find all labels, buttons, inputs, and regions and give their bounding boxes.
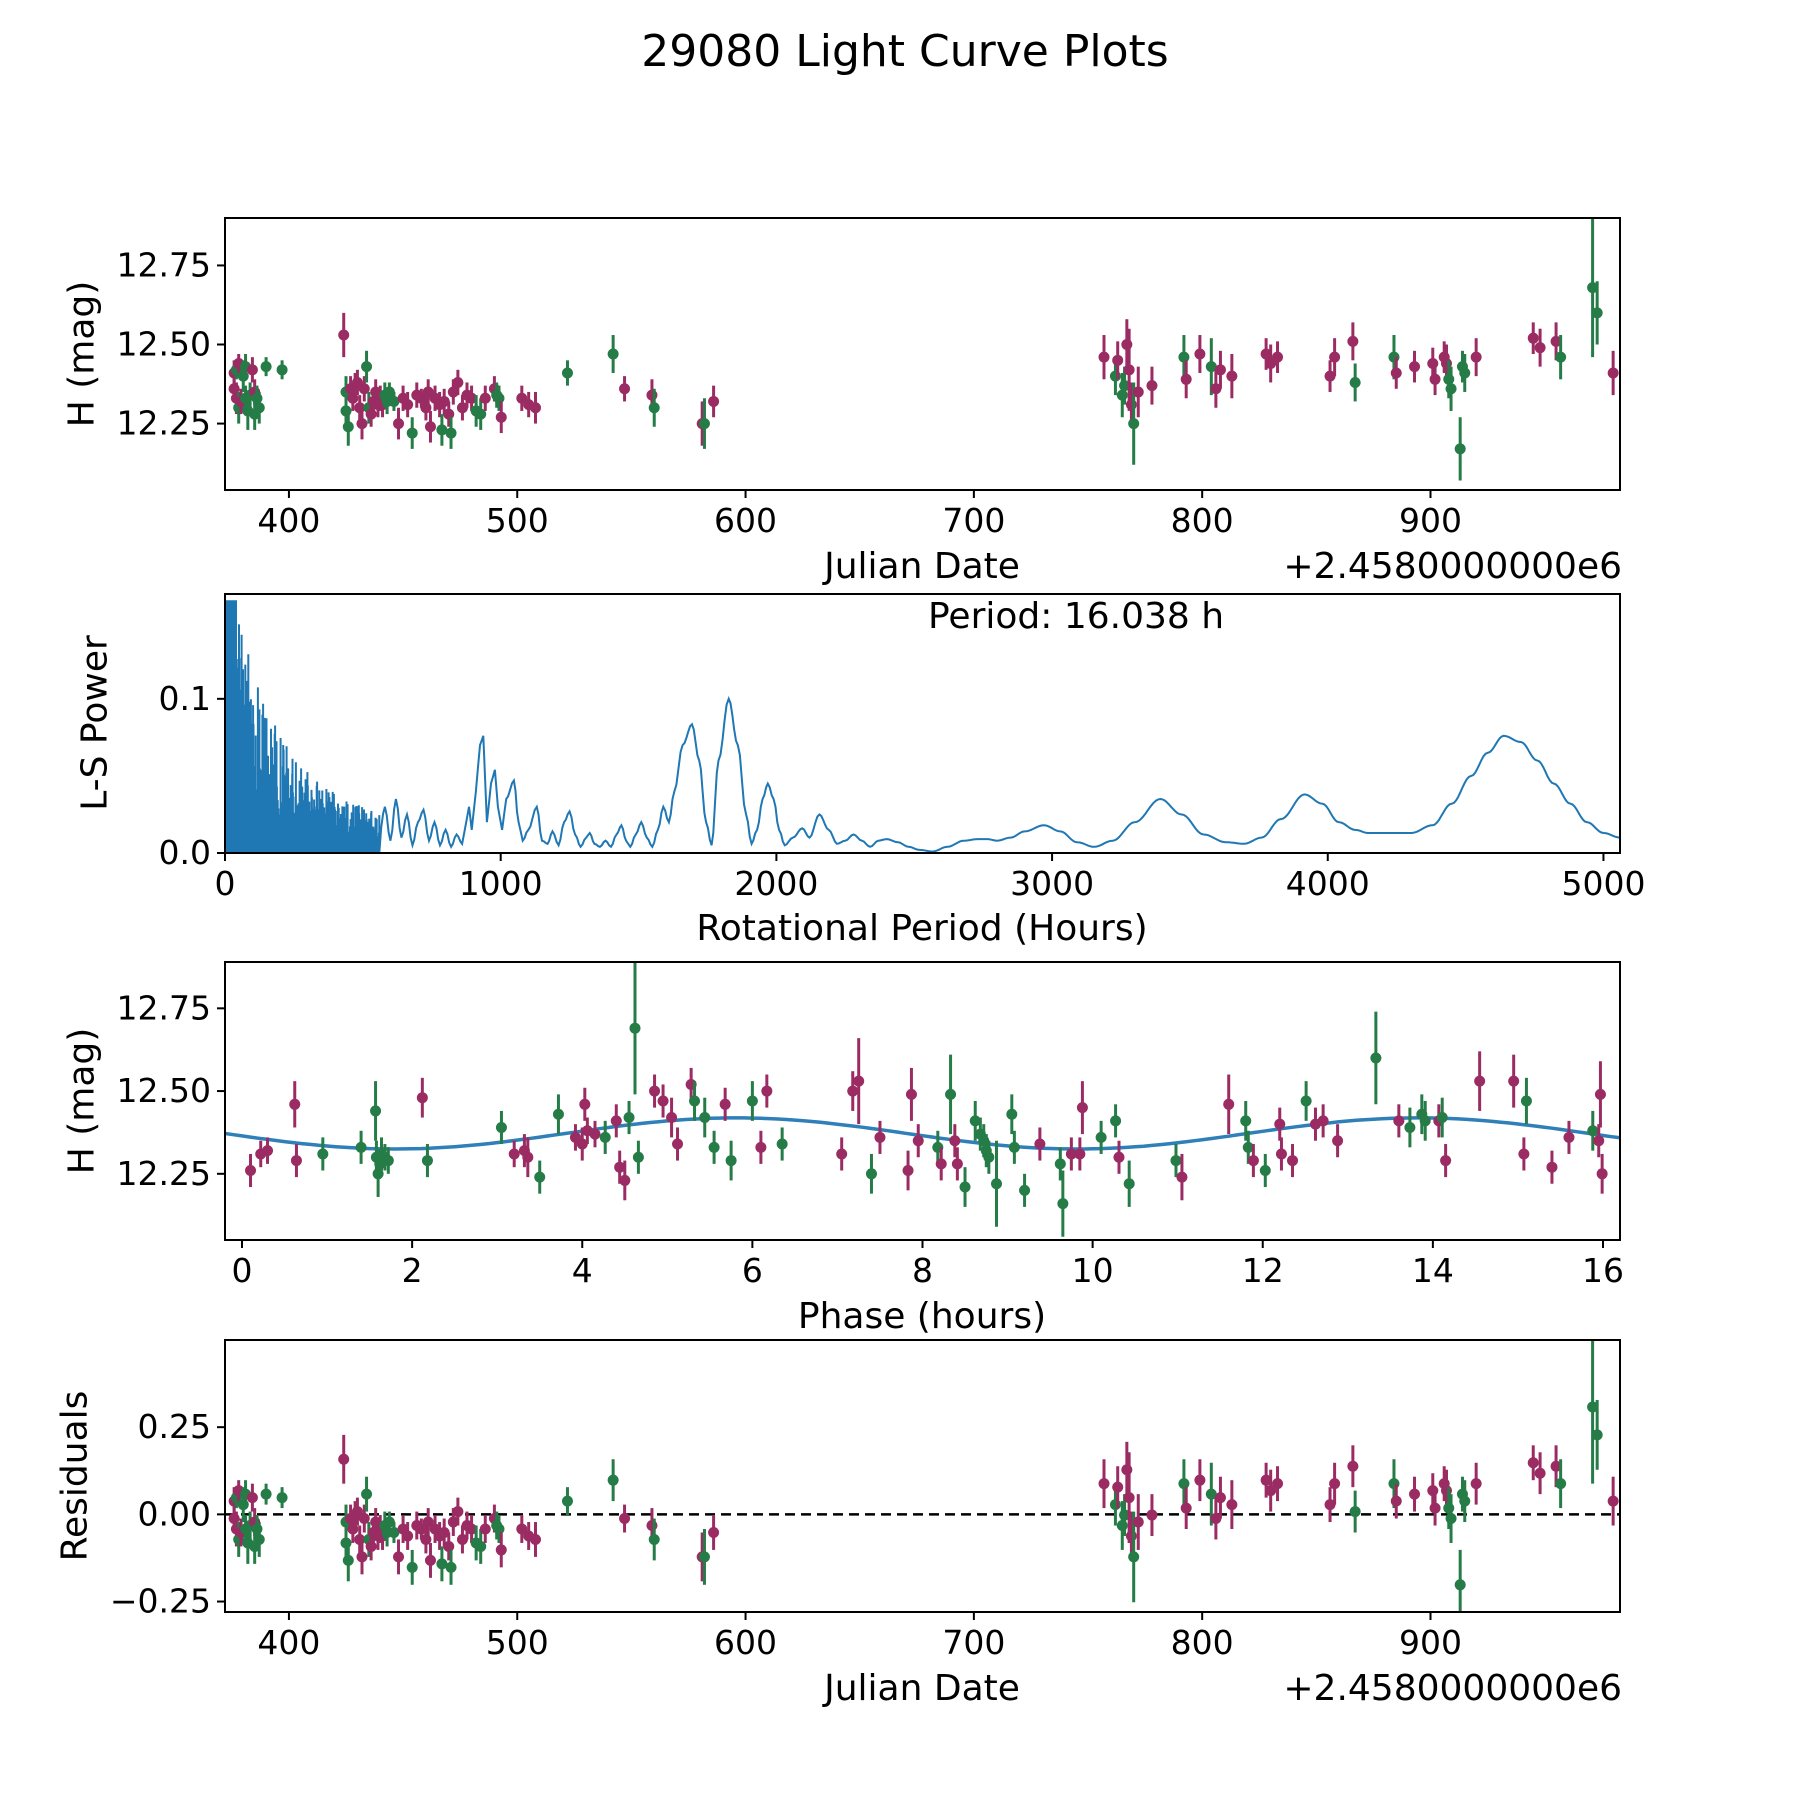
- periodogram-x-tick-label: 2000: [734, 864, 819, 903]
- jd_mag-x-tick-label: 600: [714, 501, 778, 540]
- jd_mag-spines: [225, 218, 1620, 490]
- jd_mag-x-tick-label: 800: [1170, 501, 1234, 540]
- residuals-x-tick-label: 800: [1170, 1623, 1234, 1662]
- phase-y-tick-label: 12.50: [116, 1071, 211, 1111]
- residuals-spines: [225, 1340, 1620, 1612]
- phase-x-tick-label: 8: [912, 1251, 933, 1290]
- periodogram-period-annotation: Period: 16.038 h: [928, 596, 1225, 637]
- panel2-y-axis-label: L-S Power: [74, 635, 116, 811]
- periodogram-x-tick-label: 4000: [1285, 864, 1370, 903]
- residuals-x-tick-label: 900: [1398, 1623, 1462, 1662]
- phase-spines: [225, 962, 1620, 1240]
- panel2-x-axis-label: Rotational Period (Hours): [696, 908, 1148, 949]
- residuals-x-tick-label: 500: [485, 1623, 549, 1662]
- periodogram-x-tick-label: 1000: [458, 864, 543, 903]
- jd_mag-x-tick-label: 900: [1398, 501, 1462, 540]
- jd_mag-x-tick-label: 500: [485, 501, 549, 540]
- periodogram-y-tick-label: 0.0: [158, 833, 211, 872]
- jd_mag-x-tick-label: 400: [257, 501, 321, 540]
- ls-periodogram-curve: [226, 600, 1620, 853]
- residuals-axes: [110, 1407, 1462, 1662]
- periodogram-y-tick-label: 0.1: [158, 678, 211, 718]
- residuals-x-tick-label: 700: [942, 1623, 1006, 1662]
- phase-x-tick-label: 4: [571, 1251, 593, 1290]
- residuals-y-tick-label: 0.25: [137, 1407, 211, 1447]
- phase-H-scatter: [245, 962, 1608, 1237]
- residuals-y-tick-label: 0.00: [137, 1494, 211, 1534]
- jd_mag-y-tick-label: 12.50: [116, 324, 211, 364]
- jd_mag-y-tick-label: 12.25: [116, 403, 211, 443]
- panel3-y-axis-label: H (mag): [61, 1027, 103, 1175]
- jd_mag-y-tick-label: 12.75: [116, 245, 211, 285]
- panel1-x-axis-offset-text: +2.4580000000e6: [1283, 546, 1622, 587]
- jd_mag-x-tick-label: 700: [942, 501, 1006, 540]
- phase-x-tick-label: 14: [1411, 1251, 1454, 1290]
- panel1-x-axis-label: Julian Date: [824, 546, 1020, 587]
- residuals-x-tick-label: 600: [714, 1623, 778, 1662]
- phase-y-tick-label: 12.25: [116, 1153, 211, 1193]
- panel4-y-axis-label: Residuals: [54, 1390, 96, 1562]
- phase-axes: [117, 988, 1624, 1290]
- figure-title: 29080 Light Curve Plots: [641, 26, 1169, 77]
- periodogram-x-tick-label: 0: [214, 864, 236, 903]
- panel3-x-axis-label: Phase (hours): [797, 1296, 1047, 1337]
- phase-x-tick-label: 16: [1581, 1251, 1624, 1290]
- panel1-y-axis-label: H (mag): [61, 280, 103, 428]
- phase-x-tick-label: 12: [1241, 1251, 1284, 1290]
- periodogram-x-tick-label: 3000: [1010, 864, 1095, 903]
- periodogram-x-tick-label: 5000: [1561, 864, 1646, 903]
- panel4-x-axis-offset-text: +2.4580000000e6: [1283, 1668, 1622, 1709]
- phase-x-tick-label: 0: [231, 1251, 253, 1290]
- phase-x-tick-label: 2: [401, 1251, 423, 1290]
- residuals-scatter: [229, 1330, 1619, 1619]
- jd_mag-axes: [117, 245, 1462, 540]
- residuals-x-tick-label: 400: [257, 1623, 321, 1662]
- phase-y-tick-label: 12.75: [116, 988, 211, 1028]
- phase-x-tick-label: 6: [741, 1251, 763, 1290]
- panel4-x-axis-label: Julian Date: [824, 1668, 1020, 1709]
- periodogram-axes: [159, 679, 1646, 903]
- jd-H-scatter: [229, 218, 1619, 481]
- phase-x-tick-label: 10: [1071, 1251, 1114, 1290]
- residuals-y-tick-label: −0.25: [109, 1581, 211, 1621]
- periodogram-spines: [225, 594, 1620, 853]
